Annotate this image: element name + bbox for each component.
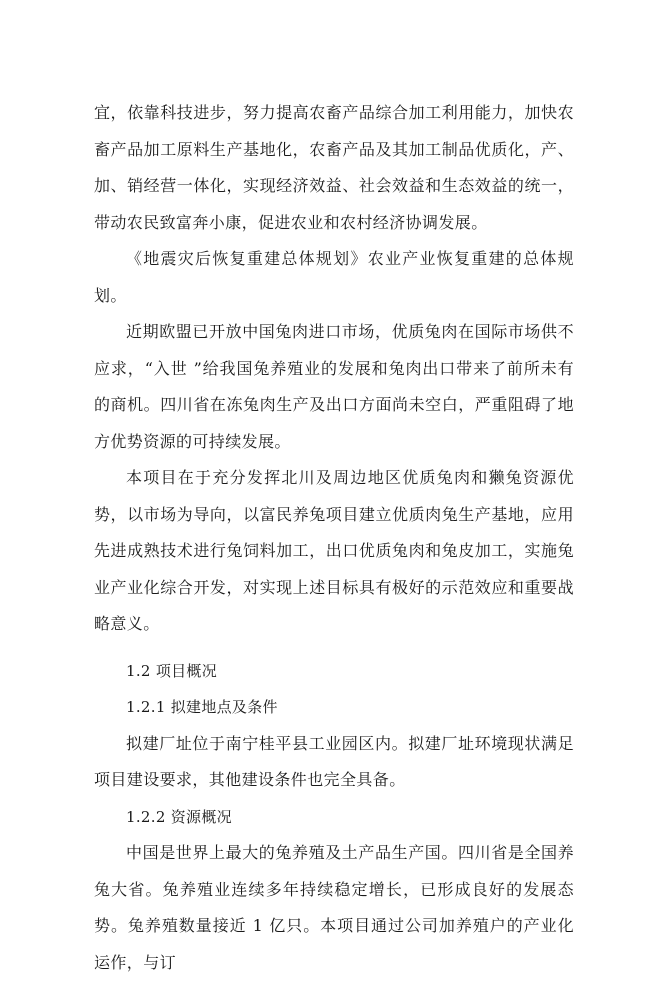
paragraph-reconstruction-plan: 《地震灾后恢复重建总体规划》农业产业恢复重建的总体规划。 bbox=[94, 249, 574, 305]
paragraph-eu-market: 近期欧盟已开放中国兔肉进口市场，优质兔肉在国际市场供不应求，“入世 ”给我国兔养殖业的发展和兔肉出口带来了前所未有的商机。四川省在冻兔肉生产及出口方面尚未空白，严重阻碍了地方优势资源的可持续发展。 bbox=[94, 322, 574, 451]
paragraph-resources: 中国是世界上最大的兔养殖及土产品生产国。四川省是全国养兔大省。兔养殖业连续多年持续稳定增长，已形成良好的发展态势。兔养殖数量接近 1 亿只。本项目通过公司加养殖户的产业化运作，与订 bbox=[94, 843, 574, 972]
subsection-heading-site: 1.2.1 拟建地点及条件 bbox=[126, 698, 278, 716]
paragraph-site-location: 拟建厂址位于南宁桂平县工业园区内。拟建厂址环境现状满足项目建设要求，其他建设条件也完全具备。 bbox=[94, 733, 574, 789]
paragraph-project-purpose: 本项目在于充分发挥北川及周边地区优质兔肉和獭兔资源优势，以市场为导向，以富民养兔项目建立优质肉兔生产基地，应用先进成熟技术进行兔饲料加工，出口优质兔肉和兔皮加工，实施兔业产业化综合开发，对实现上述目标具有极好的示范效应和重要战略意义。 bbox=[94, 468, 574, 633]
paragraph-development-goals: 宜，依靠科技进步，努力提高农畜产品综合加工利用能力，加快农畜产品加工原料生产基地化，农畜产品及其加工制品优质化，产、加、销经营一体化，实现经济效益、社会效益和生态效益的统一，带动农民致富奔小康，促进农业和农村经济协调发展。 bbox=[94, 103, 574, 232]
document-page bbox=[94, 95, 574, 981]
spacer bbox=[94, 643, 574, 653]
subsection-heading-resources: 1.2.2 资源概况 bbox=[126, 807, 232, 826]
section-heading-project-overview: 1.2 项目概况 bbox=[126, 661, 218, 680]
